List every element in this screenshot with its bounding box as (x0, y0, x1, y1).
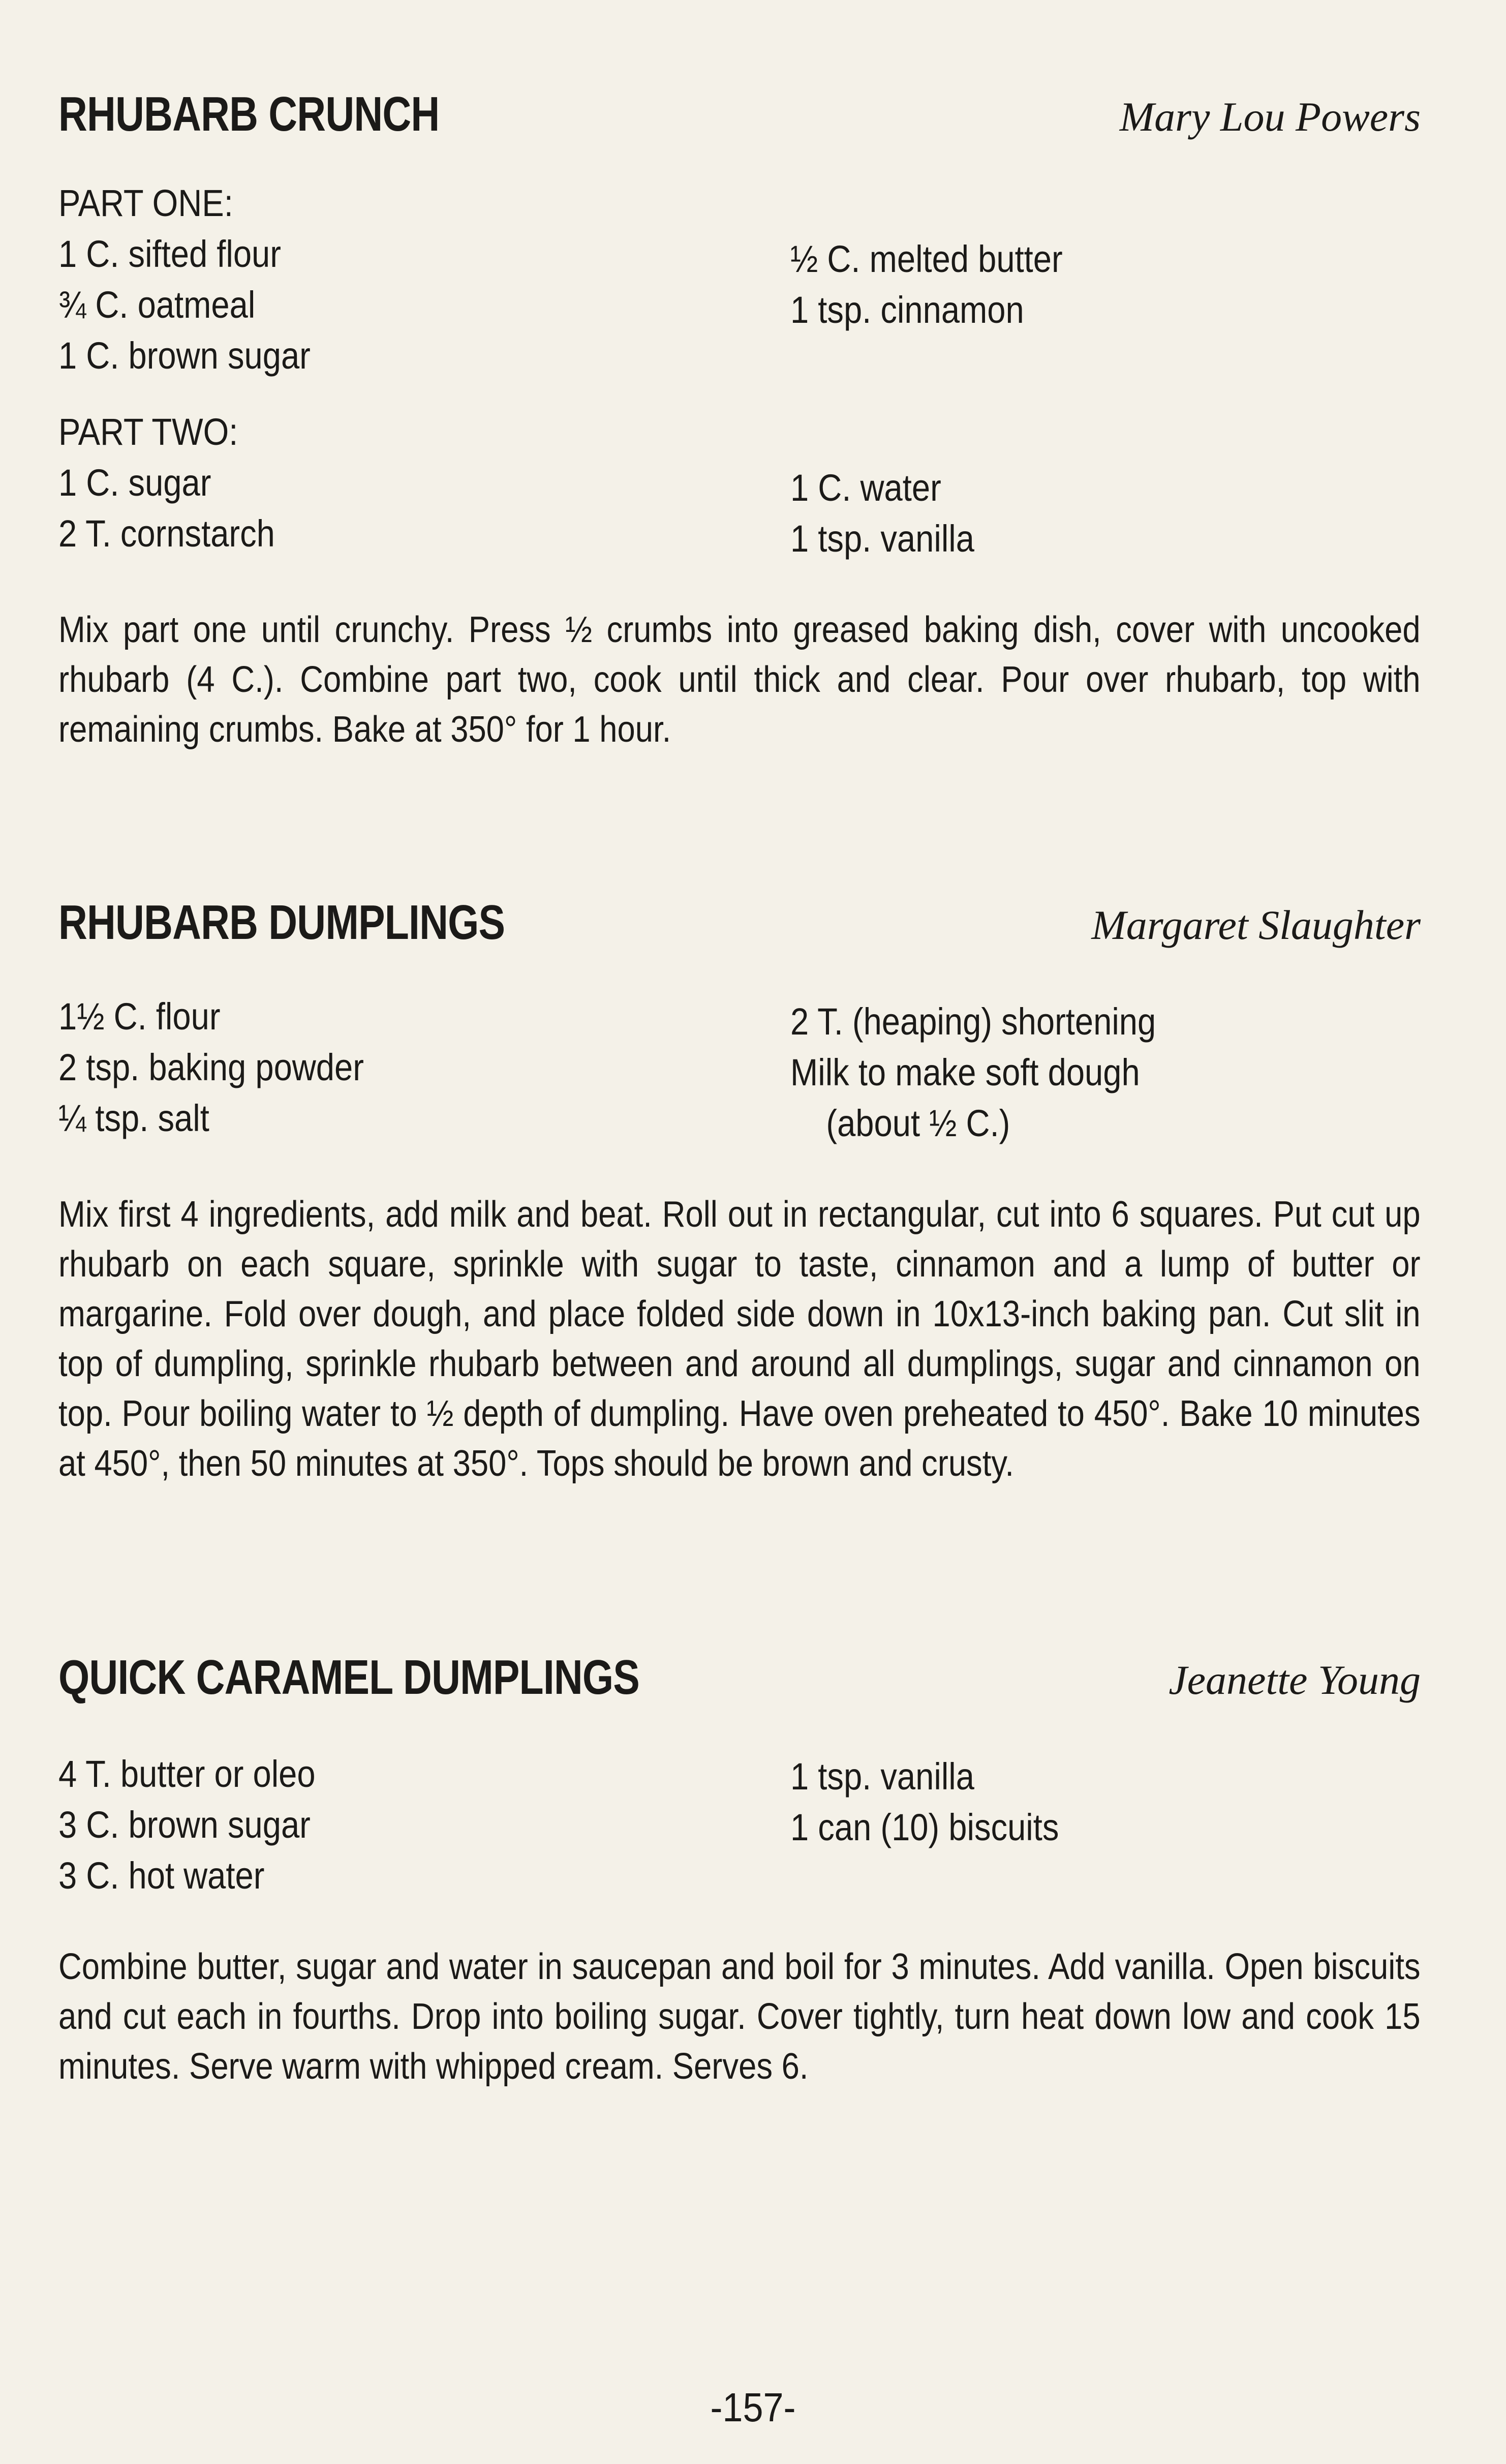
ingredient: 1 C. water (790, 467, 941, 509)
ingredient: 1 tsp. vanilla (790, 1755, 974, 1798)
ingredient: 2 T. cornstarch (58, 512, 275, 555)
ingredient: 2 tsp. baking powder (58, 1046, 364, 1088)
ingredients-right-column (790, 229, 1421, 381)
recipe-rhubarb-dumplings (58, 895, 1421, 1488)
part-two-ingredients (58, 458, 1421, 564)
ingredient: 2 T. (heaping) shortening (790, 1000, 1156, 1043)
ingredient: 3 C. brown sugar (58, 1804, 311, 1846)
ingredient: ½ C. melted butter (790, 238, 1063, 280)
recipe-author: Margaret Slaughter (1091, 902, 1421, 948)
ingredients-right-column (790, 991, 1421, 1149)
part-two-label: PART TWO: (58, 411, 238, 453)
recipe-author: Mary Lou Powers (1119, 94, 1421, 140)
ingredient: (about ½ C.) (826, 1102, 1010, 1144)
recipe-header (58, 895, 1421, 966)
recipe-ingredients (58, 991, 1421, 1149)
recipe-header (58, 1650, 1421, 1721)
recipe-title: RHUBARB CRUNCH (58, 87, 440, 141)
ingredients-right-column (790, 458, 1421, 564)
ingredients-right-column (790, 1749, 1421, 1901)
ingredient: ¼ tsp. salt (58, 1097, 209, 1139)
recipe-author: Jeanette Young (1169, 1657, 1421, 1703)
recipe-header (58, 86, 1421, 158)
recipe-directions: Mix first 4 ingredients, add milk and beat. Roll out in rectangular, cut into 6 squares. Put cut up rhubarb on each square, sprinkle with sugar to taste, cinnamon and a lump of butter or margarine. Fold over dough, and place folded side down in 10x13-inch baking pan. Cut slit in top of dumpling, sprinkle rhubarb between and around all dumplings, sugar and cinnamon on top. Pour boiling water to ½ depth of dumpling. Have oven preheated to 450°. Bake 10 minutes at 450°, then 50 minutes at 350°. Tops should be brown and crusty. (58, 1194, 1421, 1484)
ingredient: 1 C. brown sugar (58, 334, 311, 377)
ingredient: 1½ C. flour (58, 995, 221, 1038)
ingredient: 1 C. sifted flour (58, 233, 281, 275)
recipe-quick-caramel-dumplings (58, 1650, 1421, 2091)
ingredients-left-column (58, 1749, 790, 1901)
ingredient: 1 C. sugar (58, 462, 211, 504)
recipe-title: RHUBARB DUMPLINGS (58, 895, 505, 950)
ingredient: 3 C. hot water (58, 1854, 265, 1897)
ingredients-left-column (58, 458, 790, 564)
part-one-ingredients (58, 229, 1421, 381)
ingredients-left-column (58, 229, 790, 381)
recipe-title: QUICK CARAMEL DUMPLINGS (58, 1650, 639, 1705)
ingredient: 4 T. butter or oleo (58, 1753, 316, 1795)
ingredient: 1 tsp. vanilla (790, 518, 974, 560)
page-number: -157- (710, 2385, 796, 2430)
ingredients-left-column (58, 991, 790, 1149)
ingredient: ¾ C. oatmeal (58, 284, 256, 326)
recipe-directions: Mix part one until crunchy. Press ½ crumbs into greased baking dish, cover with uncooked rhubarb (4 C.). Combine part two, cook until thick and clear. Pour over rhubarb, top with remaining crumbs. Bake at 350° for 1 hour. (58, 610, 1421, 750)
ingredient: 1 can (10) biscuits (790, 1806, 1059, 1848)
ingredient: Milk to make soft dough (790, 1051, 1140, 1093)
recipe-rhubarb-crunch (58, 86, 1421, 754)
part-one-label: PART ONE: (58, 182, 233, 224)
ingredient: 1 tsp. cinnamon (790, 289, 1024, 331)
recipe-directions: Combine butter, sugar and water in saucepan and boil for 3 minutes. Add vanilla. Open biscuits and cut each in fourths. Drop into boiling sugar. Cover tightly, turn heat down low and cook 15 minutes. Serve warm with whipped cream. Serves 6. (58, 1946, 1421, 2087)
recipe-ingredients (58, 1749, 1421, 1901)
